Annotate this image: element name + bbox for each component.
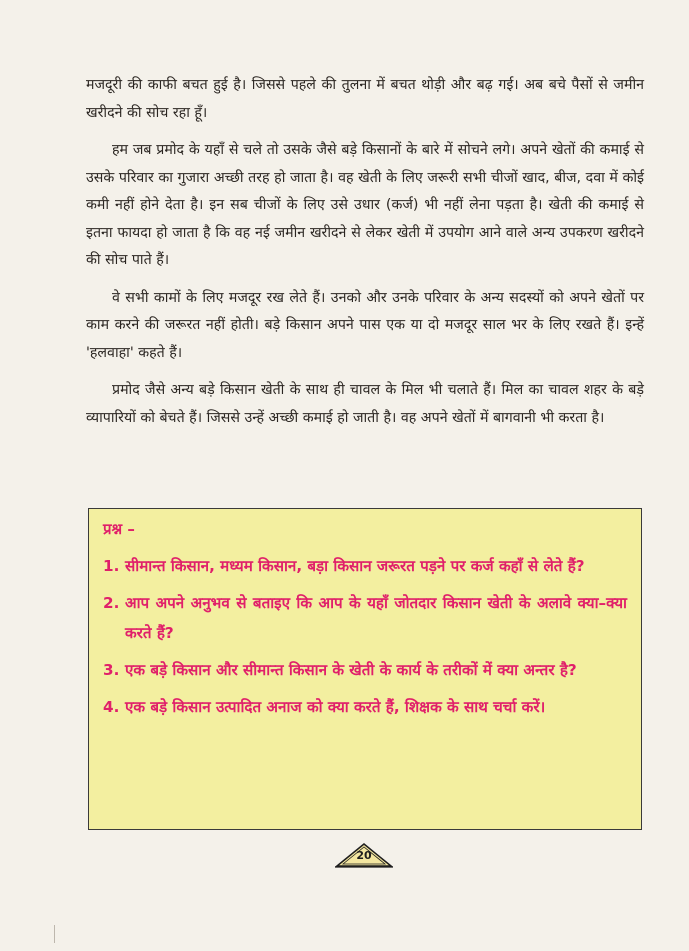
question-text: एक बड़े किसान और सीमान्त किसान के खेती के कार्य के तरीकों में क्या अन्तर है? [125, 661, 577, 679]
question-text: सीमान्त किसान, मध्यम किसान, बड़ा किसान जरूरत पड़ने पर कर्ज कहाँ से लेते हैं? [125, 557, 585, 575]
page-number: 20 [356, 849, 372, 862]
questions-title: प्रश्न – [103, 520, 135, 538]
question-number: 2. [103, 594, 120, 612]
question-text: एक बड़े किसान उत्पादित अनाज को क्या करते हैं, शिक्षक के साथ चर्चा करें। [125, 698, 546, 716]
paragraph-1: मजदूरी की काफी बचत हुई है। जिससे पहले की तुलना में बचत थोड़ी और बढ़ गई। अब बचे पैसों से जमीन खरीदने की सोच रहा हूँ। [86, 77, 644, 121]
paragraph-3: वे सभी कामों के लिए मजदूर रख लेते हैं। उनको और उनके परिवार के अन्य सदस्यों को अपने खेतों पर काम करने की जरूरत नहीं होती। बड़े किसान अपने पास एक या दो मजदूर साल भर के लिए रखते हैं। इन्हें 'हलवाहा' कहते हैं। [86, 289, 644, 361]
paragraph-4: प्रमोद जैसे अन्य बड़े किसान खेती के साथ ही चावल के मिल भी चलाते हैं। मिल का चावल शहर के बड़े व्यापारियों को बेचते हैं। जिससे उन्हें अच्छी कमाई हो जाती है। वह अपने खेतों में बागवानी भी करता है। [86, 382, 644, 426]
page-number-badge [335, 842, 393, 868]
question-number: 1. [103, 557, 120, 575]
question-item [103, 551, 627, 581]
question-item [103, 588, 627, 648]
margin-mark [54, 925, 63, 943]
question-number: 4. [103, 698, 120, 716]
question-item [103, 655, 627, 685]
question-number: 3. [103, 661, 120, 679]
question-item [103, 692, 627, 722]
questions-box [88, 508, 642, 830]
questions-list [103, 551, 627, 722]
faint-running-header [90, 28, 290, 42]
question-text: आप अपने अनुभव से बताइए कि आप के यहाँ जोतदार किसान खेती के अलावे क्या–क्या करते हैं? [125, 594, 627, 642]
body-text [86, 72, 644, 442]
paragraph-2: हम जब प्रमोद के यहाँ से चले तो उसके जैसे बड़े किसानों के बारे में सोचने लगे। अपने खेतों की कमाई से उसके परिवार का गुजारा अच्छी तरह हो जाता है। वह खेती के लिए जरूरी सभी चीजों खाद, बीज, दवा में कोई कमी नहीं होने देता है। इन सब चीजों के लिए उसे उधार (कर्ज) भी नहीं लेना पड़ता है। खेती की कमाई से इतना फायदा हो जाता है कि वह नई जमीन खरीदने से लेकर खेती में उपयोग आने वाले अन्य उपकरण खरीदने की सोच पाते हैं। [86, 142, 644, 268]
